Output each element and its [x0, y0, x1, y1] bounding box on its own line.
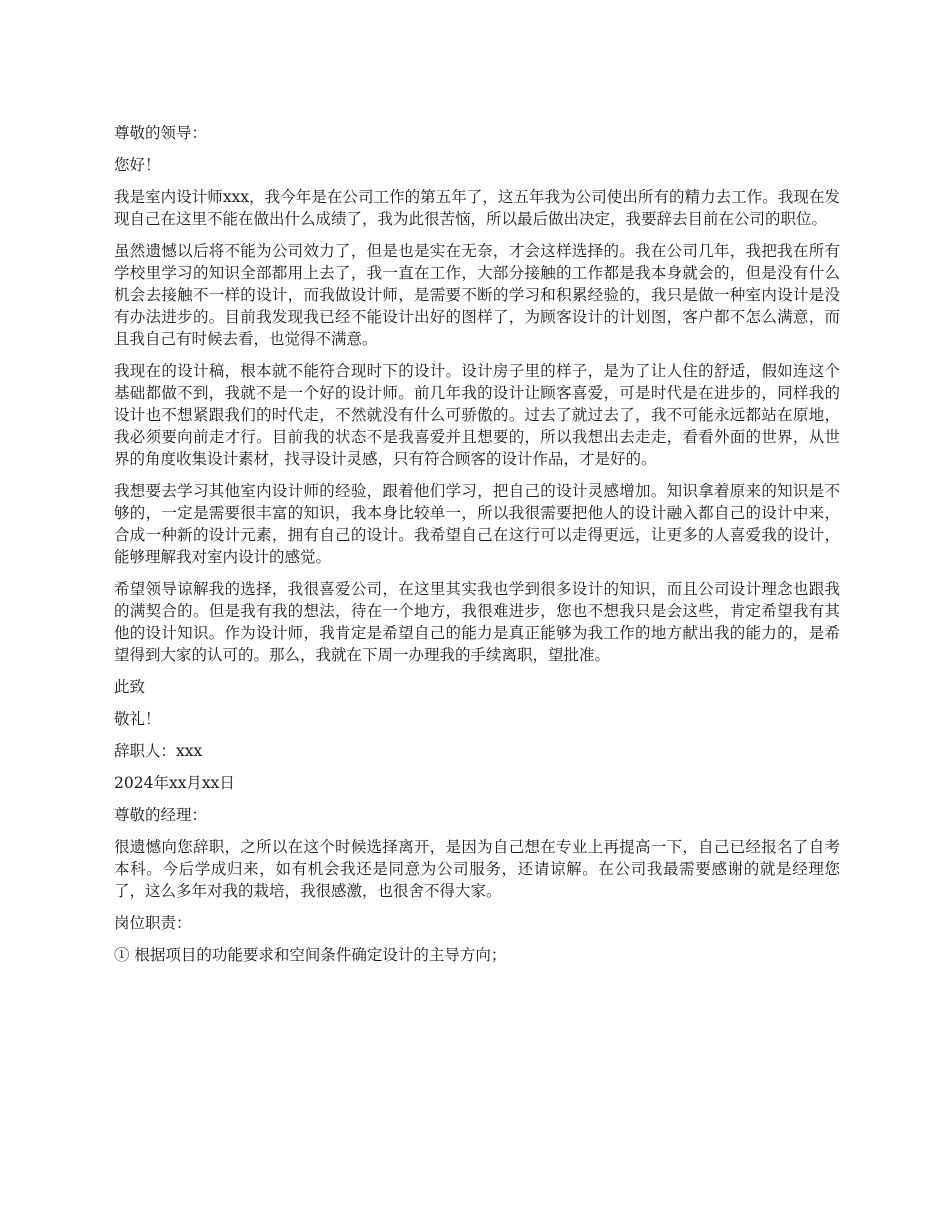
body-paragraph: 希望领导谅解我的选择，我很喜爱公司，在这里其实我也学到很多设计的知识，而且公司设计理念也跟我的满契合的。但是我有我的想法，待在一个地方，我很难进步，您也不想我只是会这些，肯定希望我有其他的设计知识。作为设计师，我肯定是希望自己的能力是真正能够为我工作的地方献出我的能力的，是希望得到大家的认可的。那么，我就在下周一办理我的手续离职，望批准。: [114, 580, 840, 664]
second-salutation: 尊敬的经理：: [114, 806, 208, 824]
document-page: [114, 122, 840, 976]
duty-item: ① 根据项目的功能要求和空间条件确定设计的主导方向；: [114, 946, 507, 964]
body-paragraph: 我现在的设计稿，根本就不能符合现时下的设计。设计房子里的样子，是为了让人住的舒适，假如连这个基础都做不到，我就不是一个好的设计师。前几年我的设计让顾客喜爱，可是时代是在进步的，同样我的设计也不想紧跟我们的时代走，不然就没有什么可骄傲的。过去了就过去了，我不可能永远都站在原地，我必须要向前走才行。目前我的状态不是我喜爱并且想要的，所以我想出去走走，看看外面的世界，从世界的角度收集设计素材，找寻设计灵感，只有符合顾客的设计作品，才是好的。: [114, 362, 840, 468]
greeting: 您好！: [114, 156, 161, 174]
second-body-paragraph: 很遗憾向您辞职，之所以在这个时候选择离开，是因为自己想在专业上再提高一下，自己已经报名了自考本科。今后学成归来，如有机会我还是同意为公司服务，还请谅解。在公司我最需要感谢的就是经理您了，这么多年对我的栽培，我很感激，也很舍不得大家。: [114, 838, 840, 900]
closing-line: 此致: [114, 678, 146, 696]
section-heading: 岗位职责：: [114, 914, 192, 932]
salutation: 尊敬的领导：: [114, 124, 208, 142]
closing-salute: 敬礼！: [114, 710, 161, 728]
body-paragraph: 我想要去学习其他室内设计师的经验，跟着他们学习，把自己的设计灵感增加。知识拿着原来的知识是不够的，一定是需要很丰富的知识，我本身比较单一，所以我很需要把他人的设计融入都自己的设计中来，合成一种新的设计元素，拥有自己的设计。我希望自己在这行可以走得更远，让更多的人喜爱我的设计，能够理解我对室内设计的感觉。: [114, 482, 840, 566]
body-paragraph: 我是室内设计师xxx，我今年是在公司工作的第五年了，这五年我为公司使出所有的精力去工作。我现在发现自己在这里不能在做出什么成绩了，我为此很苦恼，所以最后做出决定，我要辞去目前在公司的职位。: [114, 188, 840, 228]
date: 2024年xx月xx日: [114, 774, 235, 792]
body-paragraph: 虽然遗憾以后将不能为公司效力了，但是也是实在无奈，才会这样选择的。我在公司几年，我把我在所有学校里学习的知识全部都用上去了，我一直在工作，大部分接触的工作都是我本身就会的，但是没有什么机会去接触不一样的设计，而我做设计师，是需要不断的学习和积累经验的，我只是做一种室内设计是没有办法进步的。目前我发现我已经不能设计出好的图样了，为顾客设计的计划图，客户都不怎么满意，而且我自己有时候去看，也觉得不满意。: [114, 242, 840, 348]
signature: 辞职人：xxx: [114, 742, 203, 760]
